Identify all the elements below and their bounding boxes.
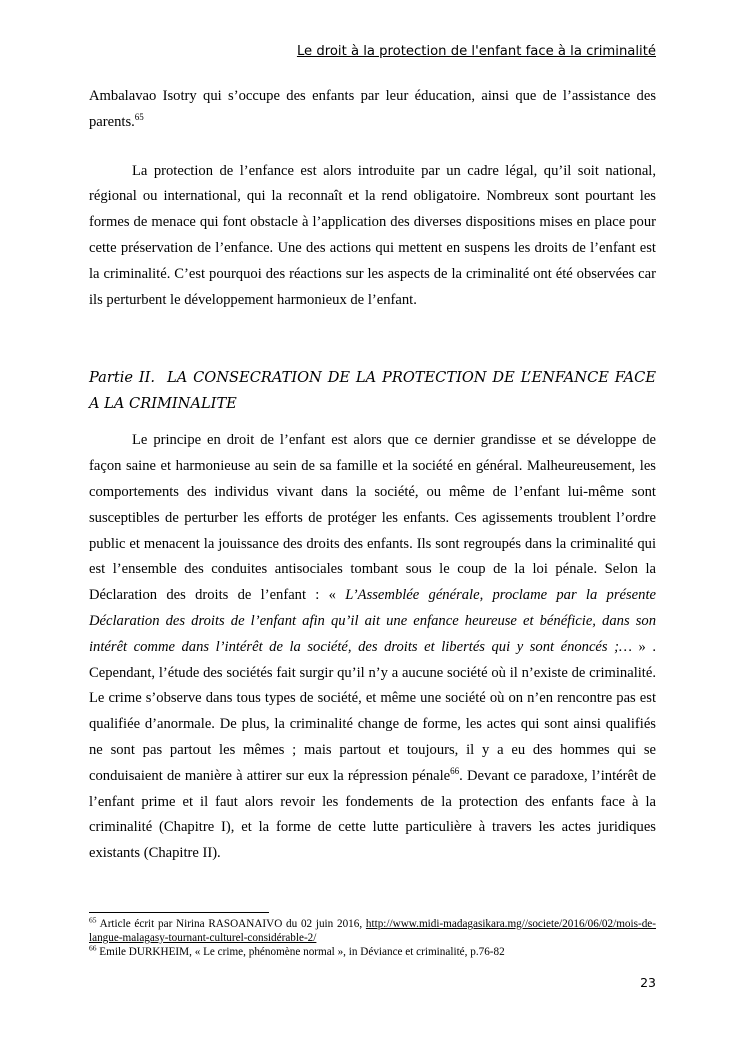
footnote-separator bbox=[89, 912, 269, 913]
paragraph-2: La protection de l’enfance est alors introduite par un cadre légal, qu’il soit national, régional ou international, qui la reconnaît et la rend obligatoire. Nombreux sont pourtant les formes de menace qui font obstacle à l’application des diverses dispositions mises en place pour cette préservation de l’enfance. Une des actions qui mettent en suspens les droits de l’enfant est la criminalité. C’est pourquoi des réactions sur les aspects de la criminalité ont été observées car ils perturbent le développement harmonieux de l’enfant. bbox=[89, 162, 656, 308]
section-title: LA CONSECRATION DE LA PROTECTION DE L’ENFANCE FACE A LA CRIMINALITE bbox=[89, 369, 656, 413]
paragraph-3-middle: » . Cependant, l’étude des sociétés fait surgir qu’il n’y a aucune société où il n’existe de criminalité. Le crime s’observe dans tous types de société, et même une société où on n’en rencontre pas est qualifiée d’anormale. De plus, la criminalité change de forme, les actes qui sont ainsi qualifiés ne sont pas partout les mêmes ; mais partout et toujours, il y a eu des hommes qui se conduisaient de manière à attirer sur eux la répression pénale bbox=[89, 638, 656, 784]
paragraph-1 bbox=[89, 84, 656, 136]
body-text bbox=[89, 84, 656, 867]
footnote-link[interactable]: http://www.midi-madagasikara.mg//societe/2016/06/02/mois-de-langue-malagasy-tournant-culturel-considérable-2/ bbox=[89, 918, 656, 944]
paragraph-3-end: . Devant ce paradoxe, l’intérêt de l’enfant prime et il faut alors revoir les fondements de la protection des enfants face à la criminalité (Chapitre I), et la forme de cette lutte particulière à travers les actes juridiques existants (Chapitre II). bbox=[89, 767, 656, 862]
section-heading bbox=[89, 365, 656, 417]
footnote-ref-66[interactable]: 66 bbox=[450, 765, 460, 776]
footnote-66 bbox=[89, 942, 656, 960]
footnote-number: 66 bbox=[89, 942, 97, 952]
paragraph-3 bbox=[89, 428, 656, 867]
paragraph-1-text: Ambalavao Isotry qui s’occupe des enfants par leur éducation, ainsi que de l’assistance des parents. bbox=[89, 88, 656, 130]
footnote-text: Emile DURKHEIM, « Le crime, phénomène normal », in Déviance et criminalité, p.76-82 bbox=[96, 945, 505, 958]
footnote-65 bbox=[89, 915, 656, 946]
section-number: Partie II. bbox=[89, 369, 156, 387]
paragraph-3-intro: Le principe en droit de l’enfant est alors que ce dernier grandisse et se développe de façon saine et harmonieuse au sein de sa famille et la société en général. Malheureusement, les comportements des individus vivant dans la société, ou même de l’enfant lui-même sont susceptibles de perturber les efforts de protéger les enfants. Ces agissements troublent l’ordre public et menacent la jouissance des droits des enfants. Ils sont regroupés dans la criminalité qui est l’ensemble des conduites antisociales tombant sous le coup de la loi pénale. Selon la Déclaration des droits de l’enfant : « bbox=[89, 432, 656, 604]
footnotes bbox=[89, 915, 656, 959]
footnote-text: Article écrit par Nirina RASOANAIVO du 02 juin 2016, bbox=[96, 918, 366, 930]
footnote-number: 65 bbox=[89, 915, 97, 925]
footnote-ref-65[interactable]: 65 bbox=[134, 111, 144, 122]
page-number: 23 bbox=[640, 975, 656, 990]
running-header: Le droit à la protection de l'enfant face à la criminalité bbox=[296, 44, 656, 59]
declaration-quote: L’Assemblée générale, proclame par la présente Déclaration des droits de l’enfant afin qu’il ait une enfance heureuse et bénéficie, dans son intérêt comme dans l’intérêt de la société, des droits et libertés qui y sont énoncés ;… bbox=[89, 587, 656, 655]
